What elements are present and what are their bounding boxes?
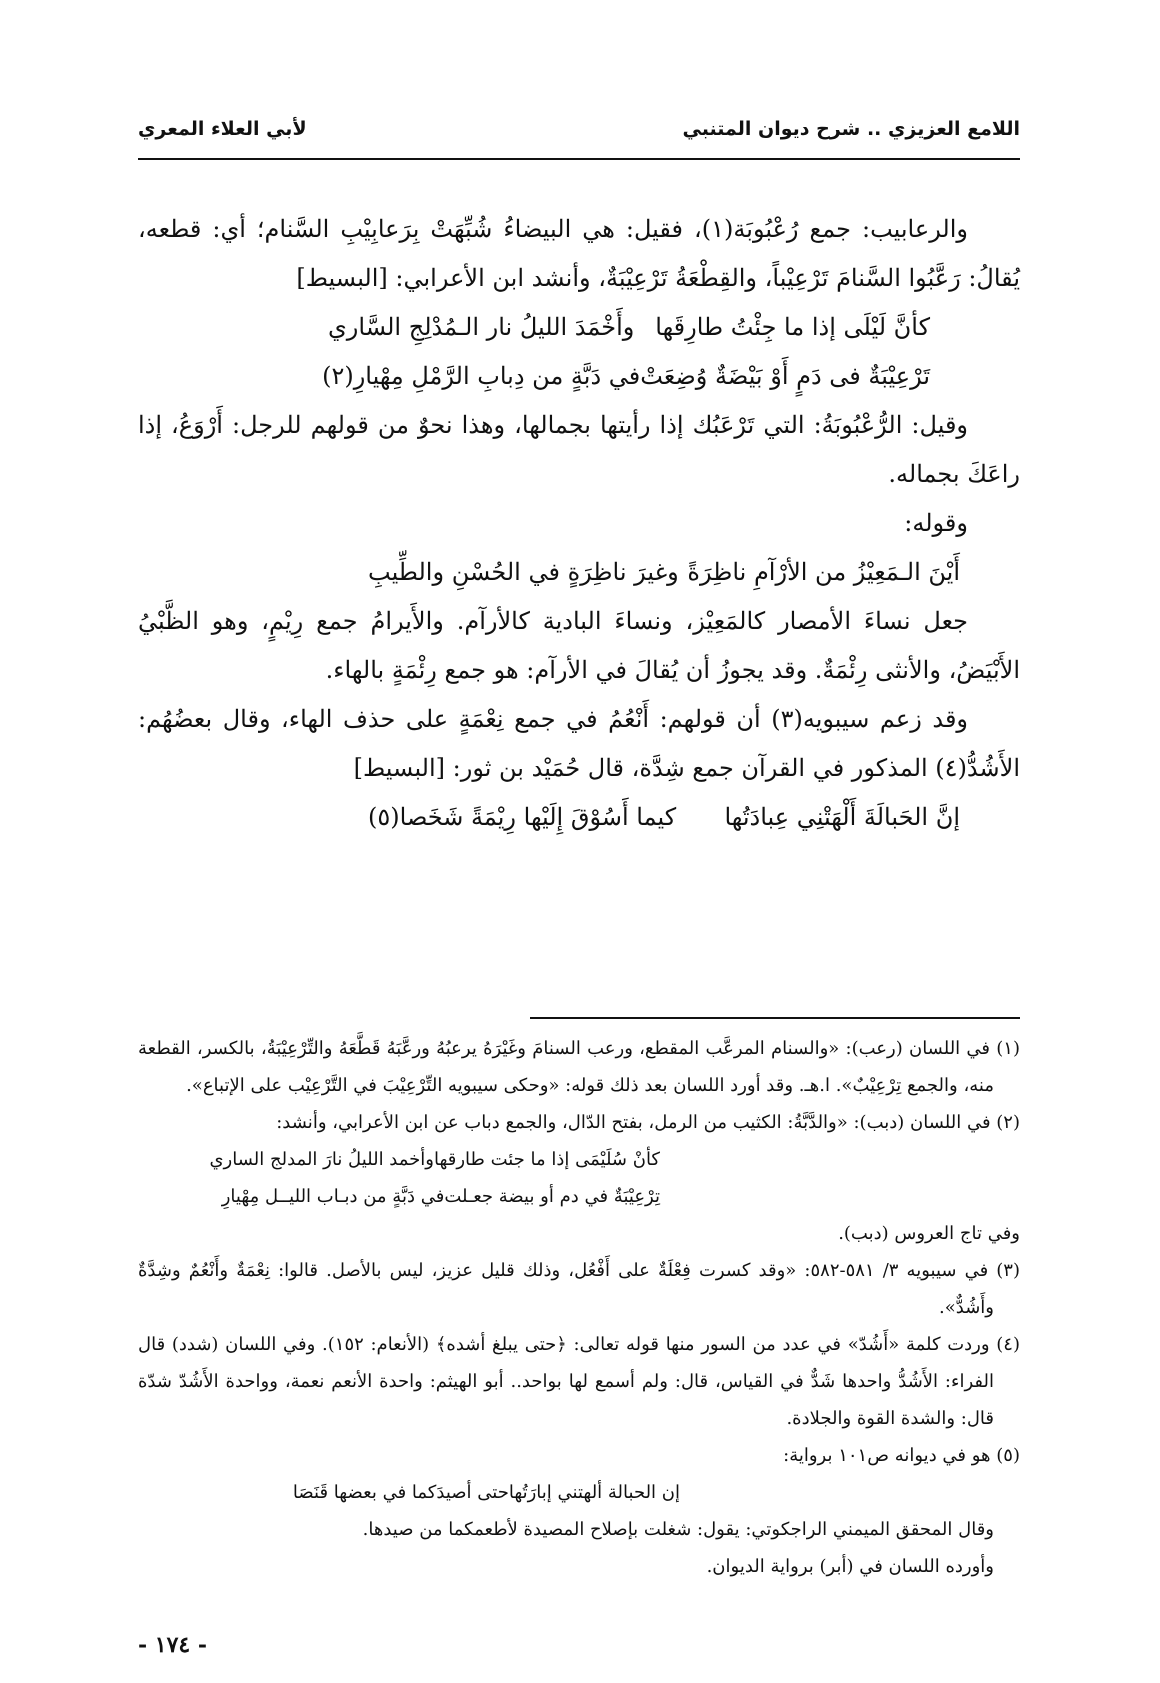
- paragraph-2: وقيل: الرُّعْبُوبَةُ: التي تَرْعَبُك إذا رأيتها بجمالها، وهذا نحوٌ من قولهم للرجل: أَرْوَعُ، إذا راعَكَ بجماله.: [138, 411, 1020, 488]
- footnote-2-verse-2-first: تِرْعِيْبَةٌ في دم أو بيضة جعـلت: [444, 1186, 660, 1207]
- verse-2-second-hemistich: في دَبَّةٍ من دِبابِ الرَّمْلِ مِهْيارِ(٢): [322, 362, 641, 390]
- running-header: [138, 112, 1020, 146]
- verse-4-first-hemistich: إنَّ الحَبالَةَ أَلْهَتْنِي عِبادَتُها: [724, 803, 960, 831]
- footnote-2-verse-1: [138, 1141, 1020, 1178]
- header-author: لأبي العلاء المعري: [138, 118, 307, 140]
- verse-3-second-hemistich: وغيرَ ناظِرَةٍ في الحُسْنِ والطِّيبِ: [368, 558, 679, 586]
- header-book-title: اللامع العزيزي .. شرح ديوان المتنبي: [682, 118, 1020, 140]
- header-rule: [138, 158, 1020, 160]
- page-number: - ١٧٤ -: [138, 1632, 208, 1658]
- verse-line-2: [138, 352, 1020, 401]
- paragraph-4: جعل نساءَ الأمصار كالمَعِيْز، ونساءَ البادية كالأرآم. والأَيرامُ جمع رِيْمٍ، وهو الظَّبْيُ الأَبْيَضُ، والأنثى رِئْمَةٌ. وقد يجوزُ أن يُقالَ في الأرآم: هو جمع رِئْمَةٍ بالهاء.: [138, 607, 1020, 684]
- footnote-3: (٣) في سيبويه ٣/ ٥٨١-٥٨٢: «وقد كسرت فِعْلَةٌ على أَفْعُل، وذلك قليل عزيز، ليس بالأصل. قالوا: نِعْمَةٌ وأَنْعُمٌ وشِدَّةٌ وأَشُدٌّ».: [138, 1260, 1020, 1318]
- paragraph-3: وقوله:: [904, 509, 968, 537]
- footnote-2-verse-1-first: كأنْ سُلَيْمَى إذا ما جئت طارقها: [433, 1149, 660, 1170]
- footnote-2: (٢) في اللسان (دبب): «والدَّبَّةُ: الكثيب من الرمل، بفتح الدّال، والجمع دباب عن ابن الأعرابي، وأنشد:: [276, 1112, 1020, 1133]
- footnote-5-verse: [138, 1474, 1020, 1511]
- footnote-5: (٥) هو في ديوانه ص١٠١ برواية:: [783, 1445, 1020, 1466]
- footnotes: [138, 1030, 1020, 1585]
- footnote-5-verse-first: إن الحبالة ألهتني إبارَتُها: [508, 1482, 680, 1503]
- verse-2-first-hemistich: تَرْعِيْبَةٌ فى دَمٍ أَوْ بَيْضَةٌ وُضِعَتْ: [640, 362, 930, 390]
- footnote-rule: [530, 1017, 1020, 1019]
- verse-line-3: [138, 548, 1020, 597]
- footnote-5-line-3: وأورده اللسان في (أبر) برواية الديوان.: [706, 1556, 994, 1577]
- paragraph-1: والرعابيب: جمع رُعْبُوبَة(١)، فقيل: هي البيضاءُ شُبِّهَتْ بِرَعابِيْبِ السَّنام؛ أي: قطعه، يُقالُ: رَعَّبُوا السَّنامَ تَرْعِيْباً، والقِطْعَةُ تَرْعِيْبَةٌ، وأنشد ابن الأعرابي: [البسيط]: [138, 215, 1020, 292]
- footnote-4: (٤) وردت كلمة «أَشُدّ» في عدد من السور منها قوله تعالى: ﴿حتى يبلغ أشده﴾ (الأنعام: ١٥٢). وفي اللسان (شدد) قال الفراء: الأَشُدُّ واحدها شَدٌّ في القياس، قال: ولم أسمع لها بواحد.. أبو الهيثم: واحدة الأنعم نعمة، وواحدة الأَشُدّ شدّة قال: والشدة القوة والجلادة.: [138, 1334, 1020, 1429]
- footnote-2-verse-1-second: وأخمد الليلُ نارَ المدلج الساري: [209, 1149, 434, 1170]
- footnote-1: (١) في اللسان (رعب): «والسنام المرعَّب المقطع، ورعب السنامَ وغَيْرَهُ يرعبُهُ ورعَّبَهُ قَطَّعَهُ والتِّرْعِيْبَةُ، بالكسر، القطعة منه، والجمع تِرْعِيْبٌ». ا.هـ. وقد أورد اللسان بعد ذلك قوله: «وحكى سيبويه التِّرْعِيْبَ في التَّرْعِيْب على الإتباع».: [138, 1038, 1020, 1096]
- paragraph-5: وقد زعم سيبويه(٣) أن قولهم: أَنْعُمُ في جمع نِعْمَةٍ على حذف الهاء، وقال بعضُهُم: الأَشُدُّ(٤) المذكور في القرآن جمع شِدَّة، قال حُمَيْد بن ثور: [البسيط]: [138, 705, 1020, 782]
- verse-1-first-hemistich: كأنَّ لَيْلَى إذا ما جِئْتُ طارِقَها: [655, 313, 930, 341]
- footnote-2-end: وفي تاج العروس (دبب).: [838, 1223, 1020, 1244]
- footnote-2-verse-2: [138, 1178, 1020, 1215]
- footnote-5-line-2: وقال المحقق الميمني الراجكوتي: يقول: شغلت بإصلاح المصيدة لأطعمكما من صيدها.: [362, 1519, 994, 1540]
- verse-4-second-hemistich: كيما أَسُوْقَ إِلَيْها رِيْمَةً شَخَصا(٥): [368, 803, 677, 831]
- footnote-2-verse-2-second: في دَبَّةٍ من دبـاب الليــل مِهْيارِ: [221, 1186, 445, 1207]
- verse-line-4: [138, 793, 1020, 842]
- main-text: [138, 205, 1020, 842]
- verse-3-first-hemistich: أَيْنَ الـمَعِيْزُ من الأرْآمِ ناظِرَةً: [687, 558, 960, 586]
- footnote-5-verse-second: حتى أصيدَكما في بعضها قَنَصَا: [292, 1482, 509, 1503]
- verse-line-1: [138, 303, 1020, 352]
- verse-1-second-hemistich: وأَخْمَدَ الليلُ نار الـمُدْلِجِ السَّاري: [328, 313, 635, 341]
